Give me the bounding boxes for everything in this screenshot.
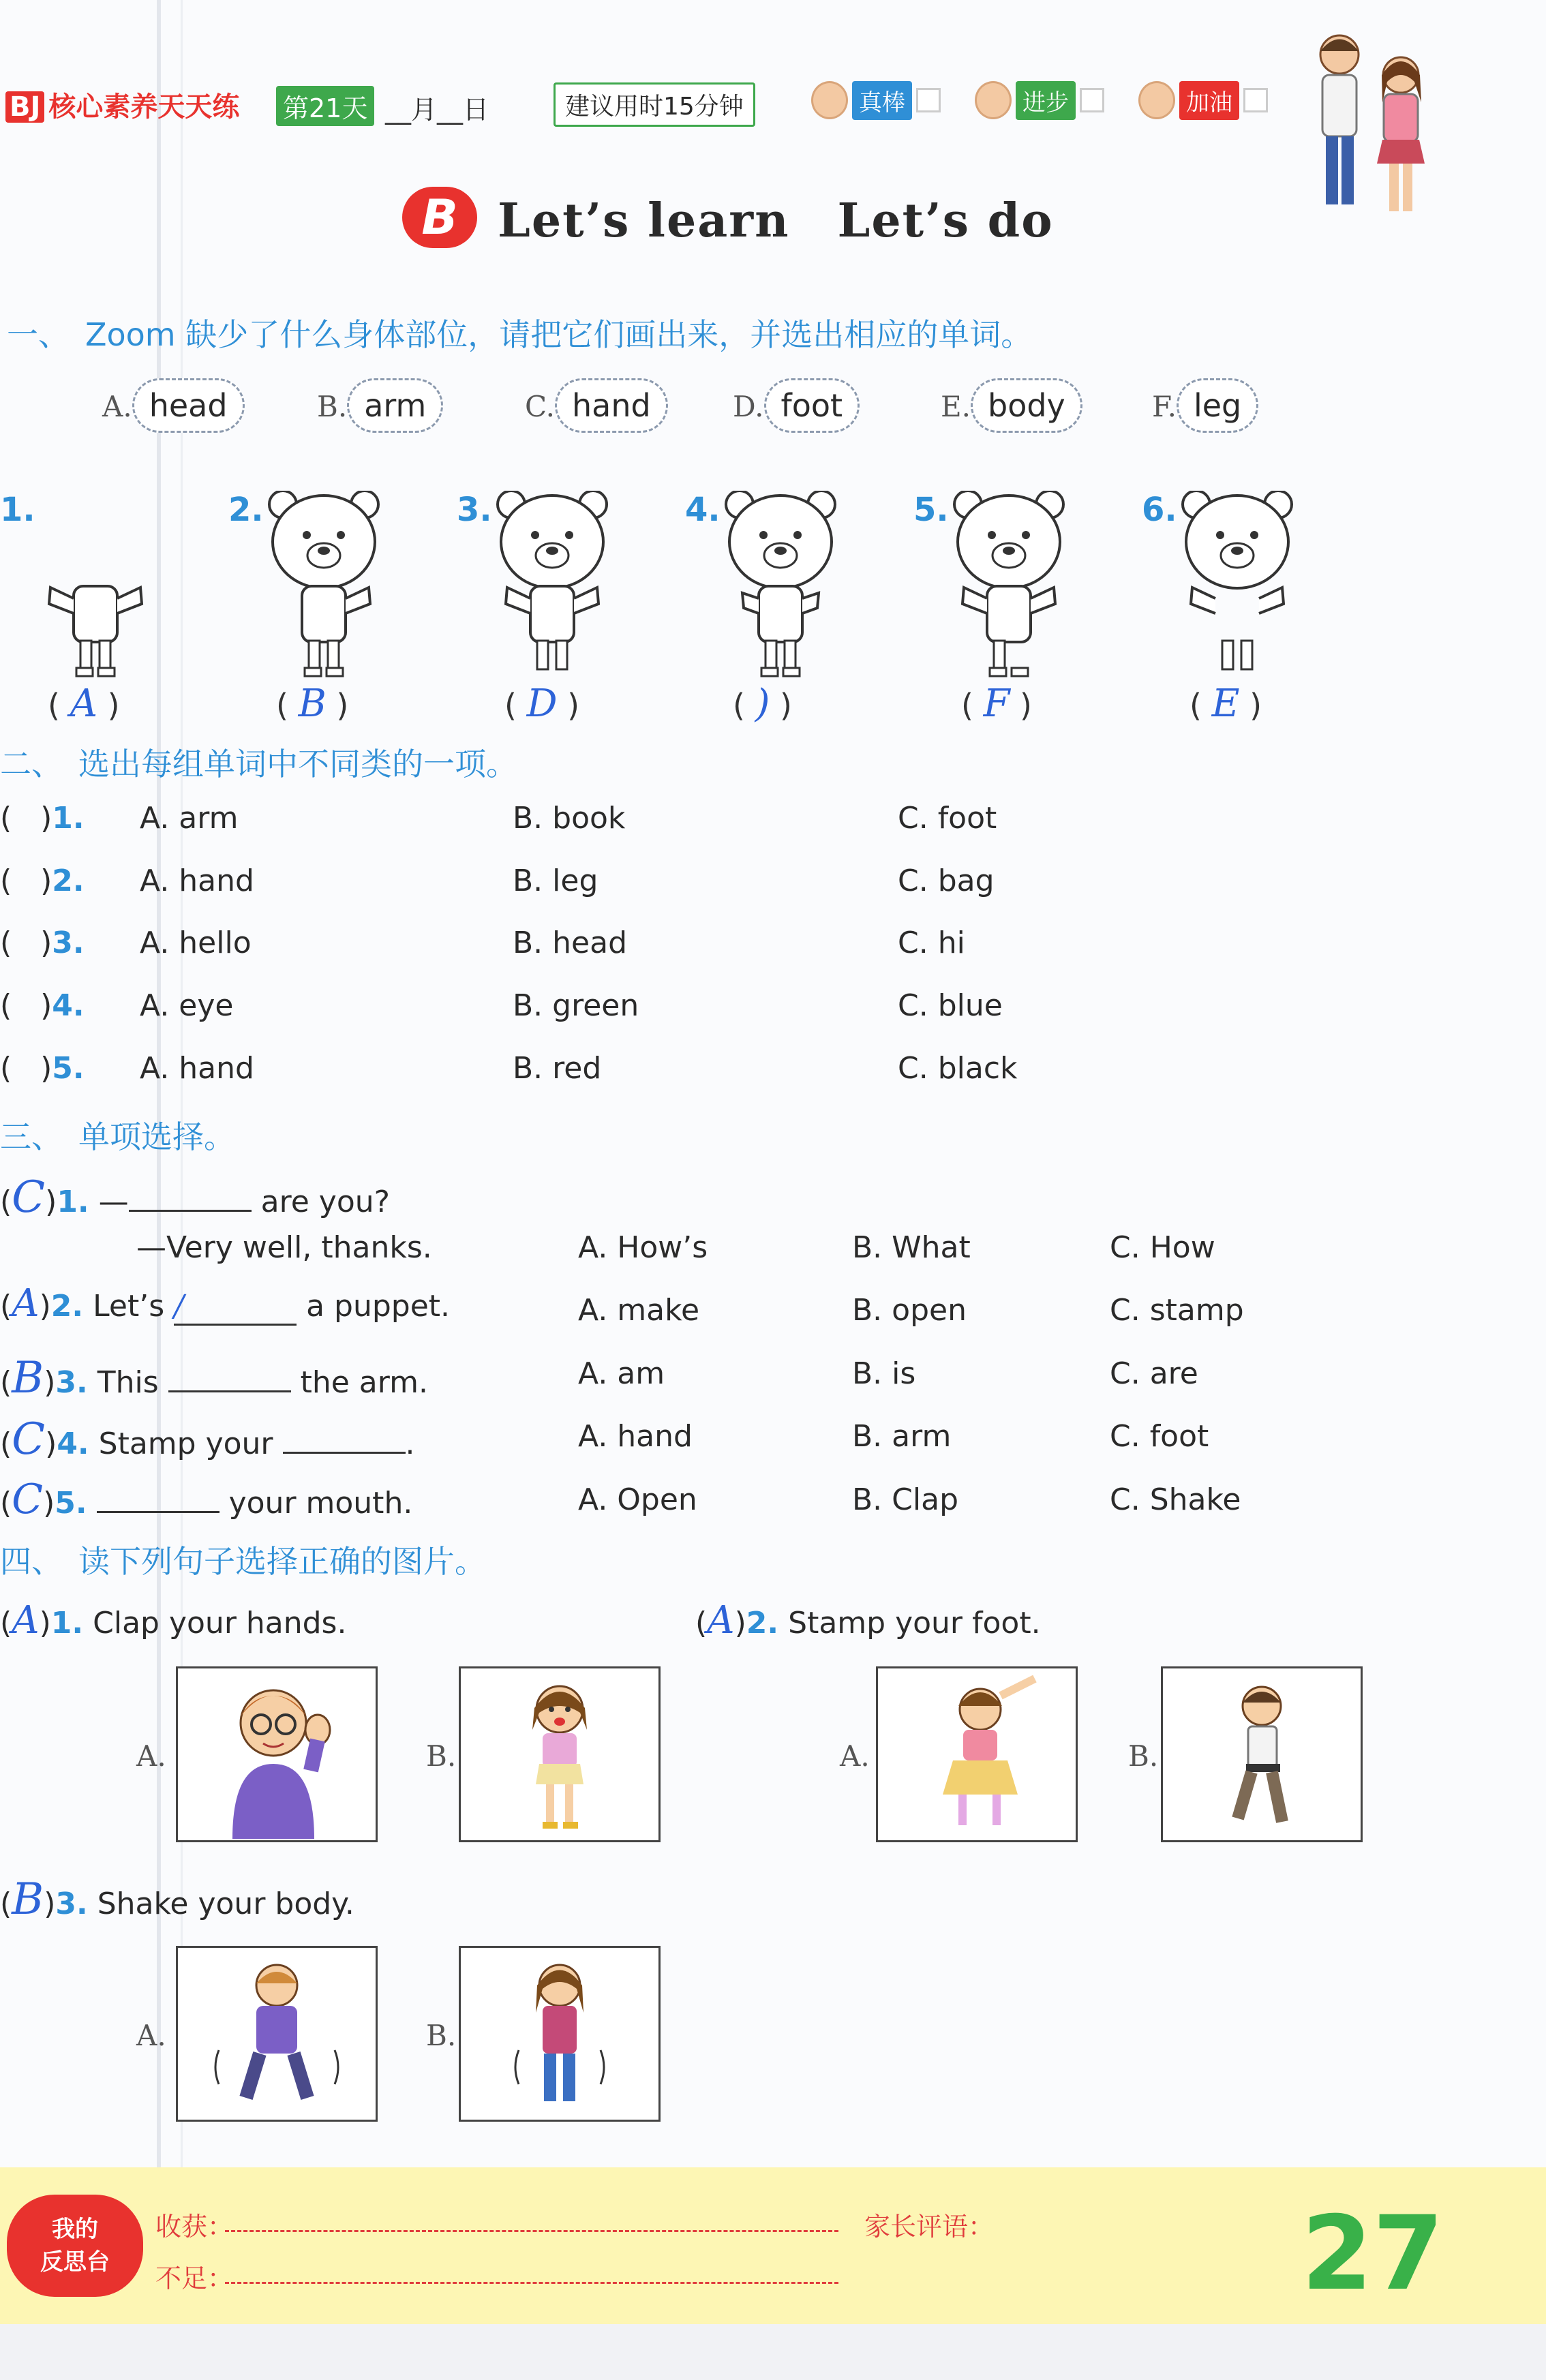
word-cloud: arm xyxy=(347,378,443,433)
option-b: B. open xyxy=(852,1293,967,1328)
answer-slot[interactable]: ( ) xyxy=(0,1051,52,1086)
option-c: C. are xyxy=(1110,1356,1198,1391)
answer-slot[interactable]: (A) xyxy=(695,1598,746,1643)
word-cloud: hand xyxy=(555,378,668,433)
date-field: __月__日 xyxy=(385,95,489,125)
answer-slot[interactable]: (C) xyxy=(0,1476,55,1523)
rating-label: 真棒 xyxy=(852,81,912,120)
option-a: A. Open xyxy=(578,1482,697,1517)
question-row: (B)3. Shake your body. xyxy=(0,1874,354,1925)
title-text: Let’s learn Let’s do xyxy=(498,194,1054,248)
handwritten-answer: ) xyxy=(755,682,770,726)
word-cloud: leg xyxy=(1177,378,1258,433)
option-c: C. Shake xyxy=(1110,1482,1241,1517)
bear-figures xyxy=(34,491,1466,682)
word-option-f: F. leg xyxy=(1152,378,1258,433)
answer-slot[interactable]: (C) xyxy=(0,1172,57,1223)
fill-blank[interactable] xyxy=(283,1452,406,1454)
rating-label: 加油 xyxy=(1179,81,1239,120)
option-a: A. hello xyxy=(140,926,252,960)
girl-icon xyxy=(461,1668,658,1840)
question-row: (C)1. — are you? xyxy=(0,1172,390,1223)
answer-slot[interactable]: (A) xyxy=(0,1281,51,1326)
lesson-title xyxy=(402,184,1054,250)
pic-option-label: B. xyxy=(426,1739,457,1773)
day-badge: 第21天 xyxy=(276,86,374,126)
picture-boy-shake[interactable] xyxy=(176,1946,378,2122)
gain-line[interactable] xyxy=(225,2230,838,2232)
rating-checkbox[interactable] xyxy=(1243,88,1268,112)
question-row: ( )5. xyxy=(0,1051,85,1086)
option-c: C. stamp xyxy=(1110,1293,1244,1328)
question-row: ( )4. xyxy=(0,988,85,1023)
fist-icon xyxy=(1138,81,1175,119)
option-b: B. green xyxy=(513,988,639,1023)
answer-line: —Very well, thanks. xyxy=(136,1230,432,1265)
fill-blank[interactable] xyxy=(97,1511,219,1513)
answer-slot[interactable]: (A) xyxy=(0,1598,51,1643)
option-a: A. How’s xyxy=(578,1230,708,1265)
option-b: B. book xyxy=(513,801,626,836)
answer-slot[interactable]: (B) xyxy=(0,1353,56,1403)
bear-number: 6. xyxy=(1142,491,1177,529)
page-number: 27 xyxy=(1301,2195,1444,2313)
rating-progress[interactable] xyxy=(975,80,1104,120)
picture-girl-stamp[interactable] xyxy=(876,1666,1078,1842)
option-a: A. hand xyxy=(578,1419,693,1454)
question-row: (C)5. your mouth. xyxy=(0,1476,413,1523)
word-cloud: body xyxy=(971,378,1082,433)
option-a: A. arm xyxy=(140,801,239,836)
option-a: A. eye xyxy=(140,988,234,1023)
thumbs-up-icon xyxy=(811,81,848,119)
bear-number: 1. xyxy=(0,491,35,529)
option-c: C. bag xyxy=(898,864,995,898)
boy-icon xyxy=(178,1668,376,1840)
section3-title: 三、 单项选择。 xyxy=(0,1118,235,1155)
answer-slot[interactable]: ( A ) xyxy=(48,682,120,726)
boy-icon xyxy=(1163,1668,1361,1840)
option-b: B. leg xyxy=(513,864,598,898)
option-c: C. blue xyxy=(898,988,1003,1023)
fill-blank[interactable] xyxy=(168,1390,291,1392)
reflection-footer xyxy=(0,2167,1546,2324)
answer-slot[interactable]: ( F ) xyxy=(961,682,1033,726)
pic-option-label: B. xyxy=(1128,1739,1159,1773)
girl-icon xyxy=(878,1668,1076,1840)
bear-number: 2. xyxy=(228,491,264,529)
rating-checkbox[interactable] xyxy=(916,88,941,112)
option-b: B. Clap xyxy=(852,1482,958,1517)
option-c: C. black xyxy=(898,1051,1018,1086)
answer-slot[interactable]: ( ) xyxy=(0,801,52,836)
brand-name: 核心素养天天练 xyxy=(48,91,240,123)
option-a: A. hand xyxy=(140,1051,254,1086)
parent-label: 家长评语： xyxy=(864,2212,995,2242)
answer-slot[interactable]: ( D ) xyxy=(504,682,580,726)
brand-logo: BJ xyxy=(5,91,44,123)
ok-hand-icon xyxy=(975,81,1012,119)
question-row: (B)3. This the arm. xyxy=(0,1353,428,1403)
lack-label: 不足： xyxy=(155,2263,234,2293)
option-b: B. arm xyxy=(852,1419,952,1454)
option-a: A. am xyxy=(578,1356,665,1391)
answer-slot[interactable]: ( E ) xyxy=(1189,682,1262,726)
section2-title: 二、 选出每组单词中不同类的一项。 xyxy=(0,746,517,782)
rating-cheer[interactable] xyxy=(1138,80,1268,120)
option-b: B. red xyxy=(513,1051,602,1086)
question-row: ( )3. xyxy=(0,926,85,960)
handwritten-answer: D xyxy=(526,682,558,726)
word-option-e: E. body xyxy=(941,378,1082,433)
pic-option-label: A. xyxy=(136,1739,166,1773)
question-row: (A)1. Clap your hands. xyxy=(0,1598,347,1643)
word-option-a: A. head xyxy=(102,378,245,433)
kids-illustration xyxy=(1302,27,1438,225)
answer-slot[interactable]: ( ) ) xyxy=(733,682,793,726)
rating-checkbox[interactable] xyxy=(1080,88,1104,112)
option-b: B. head xyxy=(513,926,628,960)
answer-slot[interactable]: (B) xyxy=(0,1874,56,1925)
question-row: ( )2. xyxy=(0,864,85,898)
rating-great[interactable] xyxy=(811,80,941,120)
picture-boy-stamp[interactable] xyxy=(1161,1666,1363,1842)
picture-girl-dance[interactable] xyxy=(459,1666,661,1842)
boy-icon xyxy=(178,1948,376,2120)
reflect-badge: 我的 反思台 xyxy=(7,2195,143,2297)
picture-girl-shake[interactable] xyxy=(459,1946,661,2122)
girl-icon xyxy=(461,1948,658,2120)
pic-option-label: A. xyxy=(136,2019,166,2052)
brand xyxy=(5,85,239,124)
bear-number: 3. xyxy=(457,491,492,529)
answer-slot[interactable]: (C) xyxy=(0,1414,57,1465)
pic-option-label: A. xyxy=(840,1739,870,1773)
question-row: (C)4. Stamp your . xyxy=(0,1414,415,1465)
word-cloud: head xyxy=(132,378,245,433)
answer-slot[interactable]: ( ) xyxy=(0,988,52,1023)
question-row: ( )1. xyxy=(0,801,85,836)
option-c: C. foot xyxy=(898,801,997,836)
word-option-c: C. hand xyxy=(525,378,668,433)
handwritten-answer: A xyxy=(70,682,98,726)
section-b-badge: B xyxy=(402,187,477,248)
option-c: C. How xyxy=(1110,1230,1215,1265)
bear-number: 4. xyxy=(685,491,721,529)
answer-slot[interactable]: ( ) xyxy=(0,926,52,960)
option-b: B. What xyxy=(852,1230,971,1265)
time-hint: 建议用时15分钟 xyxy=(554,82,755,127)
word-option-d: D. foot xyxy=(733,378,860,433)
word-cloud: foot xyxy=(764,378,860,433)
handwritten-answer: B xyxy=(298,682,327,726)
option-a: A. hand xyxy=(140,864,254,898)
option-c: C. hi xyxy=(898,926,965,960)
section4-title: 四、 读下列句子选择正确的图片。 xyxy=(0,1543,486,1580)
option-c: C. foot xyxy=(1110,1419,1209,1454)
handwritten-answer: E xyxy=(1211,682,1240,726)
bear-number: 5. xyxy=(913,491,949,529)
answer-slot[interactable]: ( ) xyxy=(0,864,52,898)
section1-title: 一、 Zoom 缺少了什么身体部位，请把它们画出来，并选出相应的单词。 xyxy=(7,316,1033,353)
lack-line[interactable] xyxy=(225,2282,838,2284)
rating-label: 进步 xyxy=(1016,81,1076,120)
option-a: A. make xyxy=(578,1293,700,1328)
answer-slot[interactable]: ( B ) xyxy=(276,682,349,726)
gain-label: 收获： xyxy=(155,2212,234,2242)
question-row: (A)2. Let’s / a puppet. xyxy=(0,1281,451,1326)
word-option-b: B. arm xyxy=(317,378,443,433)
fill-blank[interactable]: / xyxy=(174,1289,297,1326)
pic-option-label: B. xyxy=(426,2019,457,2052)
question-row: (A)2. Stamp your foot. xyxy=(695,1598,1041,1643)
picture-boy-clap[interactable] xyxy=(176,1666,378,1842)
fill-blank[interactable] xyxy=(129,1210,252,1212)
page-bottom-strip xyxy=(0,2324,1546,2380)
handwritten-answer: F xyxy=(983,682,1010,726)
option-b: B. is xyxy=(852,1356,916,1391)
